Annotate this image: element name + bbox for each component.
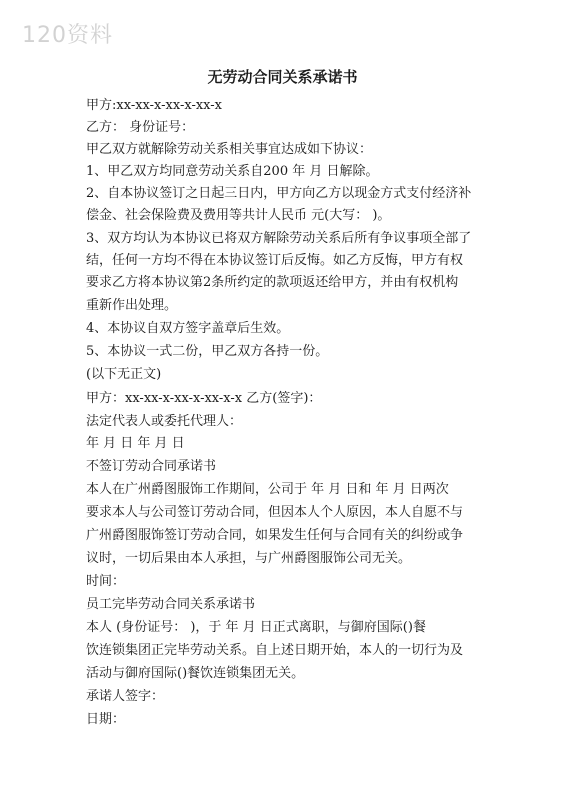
text-line: 3、双方均认为本协议已将双方解除劳动关系后所有争议事项全部了 (86, 231, 472, 246)
text-line: 本人 (身份证号： )，于 年 月 日正式离职，与御府国际()餐 (86, 620, 426, 635)
text-line: 甲方:xx-xx-x-xx-x-xx-x (86, 98, 223, 113)
text-line: 乙方： 身份证号： (86, 120, 195, 135)
text-line: 饮连锁集团正完毕劳动关系。自上述日期开始，本人的一切行为及 (86, 643, 464, 658)
text-line: 活动与御府国际()餐饮连锁集团无关。 (86, 666, 305, 681)
text-line: 5、本协议一式二份，甲乙双方各持一份。 (86, 344, 329, 359)
text-line: 时间： (86, 574, 126, 589)
document-title: 无劳动合同关系承诺书 (207, 68, 358, 86)
text-line: 结，任何一方均不得在本协议签订后反悔。如乙方反悔，甲方有权 (86, 253, 464, 268)
text-line: 法定代表人或委托代理人： (86, 414, 243, 429)
text-line: 甲乙双方就解除劳动关系相关事宜达成如下协议： (86, 142, 373, 157)
text-line: 日期： (86, 712, 126, 727)
text-line: 年 月 日 年 月 日 (86, 436, 185, 451)
text-line: 甲方：xx-xx-x-xx-x-xx-x-x 乙方(签字)： (86, 391, 322, 406)
text-line: 不签订劳动合同承诺书 (86, 459, 217, 474)
watermark-logo: 120资料 (22, 23, 113, 48)
text-line: 要求乙方将本协议第2条所约定的款项返还给甲方，并由有权机构 (86, 275, 459, 290)
text-line: 1、甲乙双方均同意劳动关系自200 年 月 日解除。 (86, 164, 379, 179)
text-line: 4、本协议自双方签字盖章后生效。 (86, 321, 290, 336)
text-line: 议时，一切后果由本人承担，与广州爵图服饰公司无关。 (86, 551, 412, 566)
text-line: 偿金、社会保险费及费用等共计人民币 元(大写： )。 (86, 208, 391, 223)
text-line: 2、自本协议签订之日起三日内，甲方向乙方以现金方式支付经济补 (86, 186, 472, 201)
text-line: 员工完毕劳动合同关系承诺书 (86, 597, 256, 612)
text-line: 本人在广州爵图服饰工作期间，公司于 年 月 日和 年 月 日两次 (86, 482, 449, 497)
text-line: 要求本人与公司签订劳动合同，但因本人个人原因，本人自愿不与 (86, 505, 464, 520)
text-line: (以下无正文) (86, 367, 162, 382)
text-line: 重新作出处理。 (86, 298, 178, 313)
text-line: 承诺人签字： (86, 689, 165, 704)
text-line: 广州爵图服饰签订劳动合同，如果发生任何与合同有关的纠纷或争 (86, 528, 464, 543)
